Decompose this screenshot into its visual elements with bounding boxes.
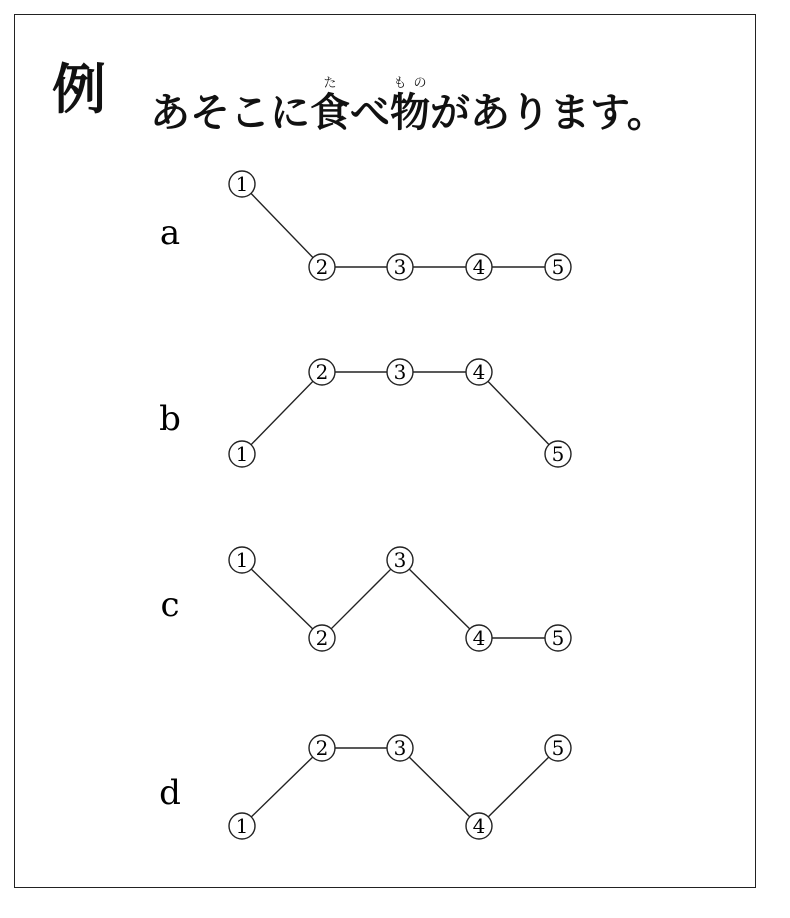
- keyword-char-1: 食た: [310, 76, 350, 136]
- node-number-c-4: 4: [472, 626, 486, 650]
- connector-d-1-2: [251, 757, 312, 817]
- node-number-b-3: 3: [393, 360, 407, 384]
- node-number-b-1: 1: [235, 442, 249, 466]
- node-number-b-4: 4: [472, 360, 486, 384]
- connector-d-4-5: [488, 757, 548, 817]
- option-b: [159, 359, 571, 467]
- keyword-ruby-1: た: [310, 76, 350, 91]
- connector-a-1-2: [251, 193, 313, 257]
- connector-d-3-4: [409, 757, 469, 817]
- option-label-b: b: [159, 399, 181, 439]
- example-label: 例: [52, 58, 107, 121]
- node-number-a-4: 4: [472, 255, 486, 279]
- node-number-d-4: 4: [472, 814, 486, 838]
- node-number-c-1: 1: [235, 548, 249, 572]
- option-label-a: a: [159, 213, 181, 253]
- node-number-c-2: 2: [315, 626, 329, 650]
- sentence-suffix: があります。: [430, 90, 667, 136]
- option-label-d: d: [159, 773, 181, 813]
- option-d: [159, 735, 571, 839]
- node-number-d-2: 2: [315, 736, 329, 760]
- node-number-a-3: 3: [393, 255, 407, 279]
- node-number-b-2: 2: [315, 360, 329, 384]
- keyword-char-2: べ: [350, 90, 390, 136]
- connector-c-2-3: [331, 569, 391, 629]
- node-number-b-5: 5: [551, 442, 565, 466]
- node-number-c-5: 5: [551, 626, 565, 650]
- node-number-c-3: 3: [393, 548, 407, 572]
- connector-b-4-5: [488, 381, 549, 444]
- connector-c-1-2: [251, 569, 312, 629]
- sentence-prefix: あそこに: [150, 90, 310, 136]
- connector-b-1-2: [251, 381, 313, 444]
- node-number-a-2: 2: [315, 255, 329, 279]
- node-number-d-5: 5: [551, 736, 565, 760]
- keyword-char-3: 物もの: [390, 76, 430, 136]
- node-number-d-3: 3: [393, 736, 407, 760]
- connector-c-3-4: [409, 569, 469, 629]
- keyword-ruby-3: もの: [390, 76, 430, 91]
- node-number-a-5: 5: [551, 255, 565, 279]
- option-label-c: c: [160, 585, 180, 625]
- option-c: [160, 547, 571, 651]
- node-number-a-1: 1: [235, 172, 249, 196]
- option-a: [160, 171, 571, 280]
- node-number-d-1: 1: [235, 814, 249, 838]
